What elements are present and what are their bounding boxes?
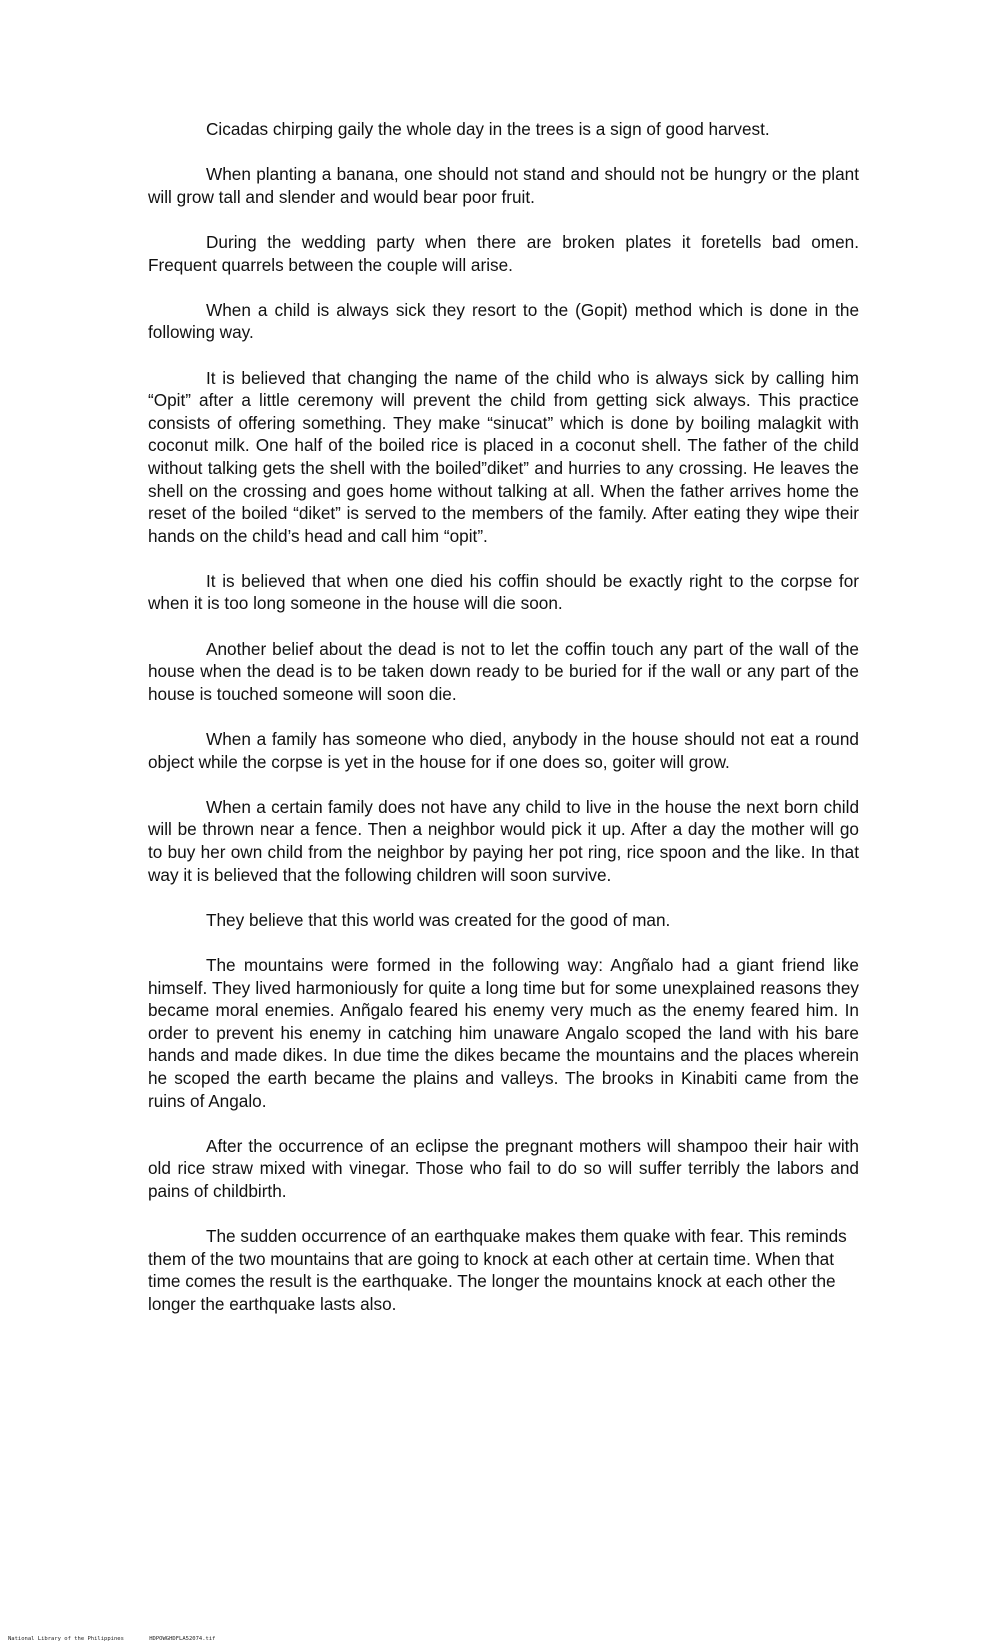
paragraph-child-fence: When a certain family does not have any child to live in the house the next born child will be thrown near a fence. Then a neighbor would pick it up. After a day the mother will go to buy her own child from the neighbor by paying her pot ring, rice spoon and the like. In that way it is believed that the following children will soon survive. bbox=[148, 796, 859, 885]
paragraph-gopit-method: When a child is always sick they resort to the (Gopit) method which is done in the following way. bbox=[148, 299, 859, 343]
paragraph-coffin-length: It is believed that when one died his coffin should be exactly right to the corpse for when it is too long someone in the house will die soon. bbox=[148, 570, 859, 614]
paragraph-earthquake: The sudden occurrence of an earthquake makes them quake with fear. This reminds them of the two mountains that are going to knock at each other at certain time. When that time comes the result is the earthquake. The longer the mountains knock at each other the longer the earthquake lasts also. bbox=[148, 1226, 847, 1314]
footer-code: HDPOWGHDFLA52074.tif bbox=[149, 1636, 216, 1642]
document-body bbox=[148, 118, 859, 1338]
paragraph-world-creation: They believe that this world was created for the good of man. bbox=[206, 909, 671, 930]
paragraph-cicadas: Cicadas chirping gaily the whole day in the trees is a sign of good harvest. bbox=[206, 119, 770, 139]
paragraph-banana: When planting a banana, one should not stand and should not be hungry or the plant will grow tall and slender and would bear poor fruit. bbox=[148, 164, 859, 207]
paragraph-mountains: The mountains were formed in the following way: Angñalo had a giant friend like himself. They lived harmoniously for quite a long time but for some unexplained reasons they became moral enemies. Anñgalo feared his enemy very much as the enemy feared him. In order to prevent his enemy in catching him unaware Angalo scoped the land with his bare hands and made dikes. In due time the dikes became the mountains and the places wherein he scoped the earth became the plains and valleys. The brooks in Kinabiti came from the ruins of Angalo. bbox=[148, 954, 859, 1111]
paragraph-round-object: When a family has someone who died, anybody in the house should not eat a round object while the corpse is yet in the house for if one does so, goiter will grow. bbox=[148, 729, 859, 772]
paragraph-coffin-wall: Another belief about the dead is not to let the coffin touch any part of the wall of the house when the dead is to be taken down ready to be buried for if the wall or any part of the house is touched someone will soon die. bbox=[148, 638, 859, 704]
paragraph-opit-ceremony: It is believed that changing the name of the child who is always sick by calling him “Opit” after a little ceremony will prevent the child from getting sick always. This practice consists of offering something. They make “sinucat” which is done by boiling malagkit with coconut milk. One half of the boiled rice is placed in a coconut shell. The father of the child without talking gets the shell with the boiled”diket” and hurries to any crossing. He leaves the shell on the crossing and goes home without talking at all. When the father arrives home the reset of the boiled “diket” is served to the members of the family. After eating they wipe their hands on the child’s head and call him “opit”. bbox=[148, 367, 859, 546]
scan-footer bbox=[8, 1636, 237, 1643]
paragraph-wedding: During the wedding party when there are broken plates it foretells bad omen. Frequent quarrels between the couple will arise. bbox=[148, 231, 859, 275]
footer-library: National Library of the Philippines bbox=[8, 1636, 124, 1642]
paragraph-eclipse: After the occurrence of an eclipse the pregnant mothers will shampoo their hair with old rice straw mixed with vinegar. Those who fail to do so will suffer terribly the labors and pains of childbirth. bbox=[148, 1135, 859, 1201]
